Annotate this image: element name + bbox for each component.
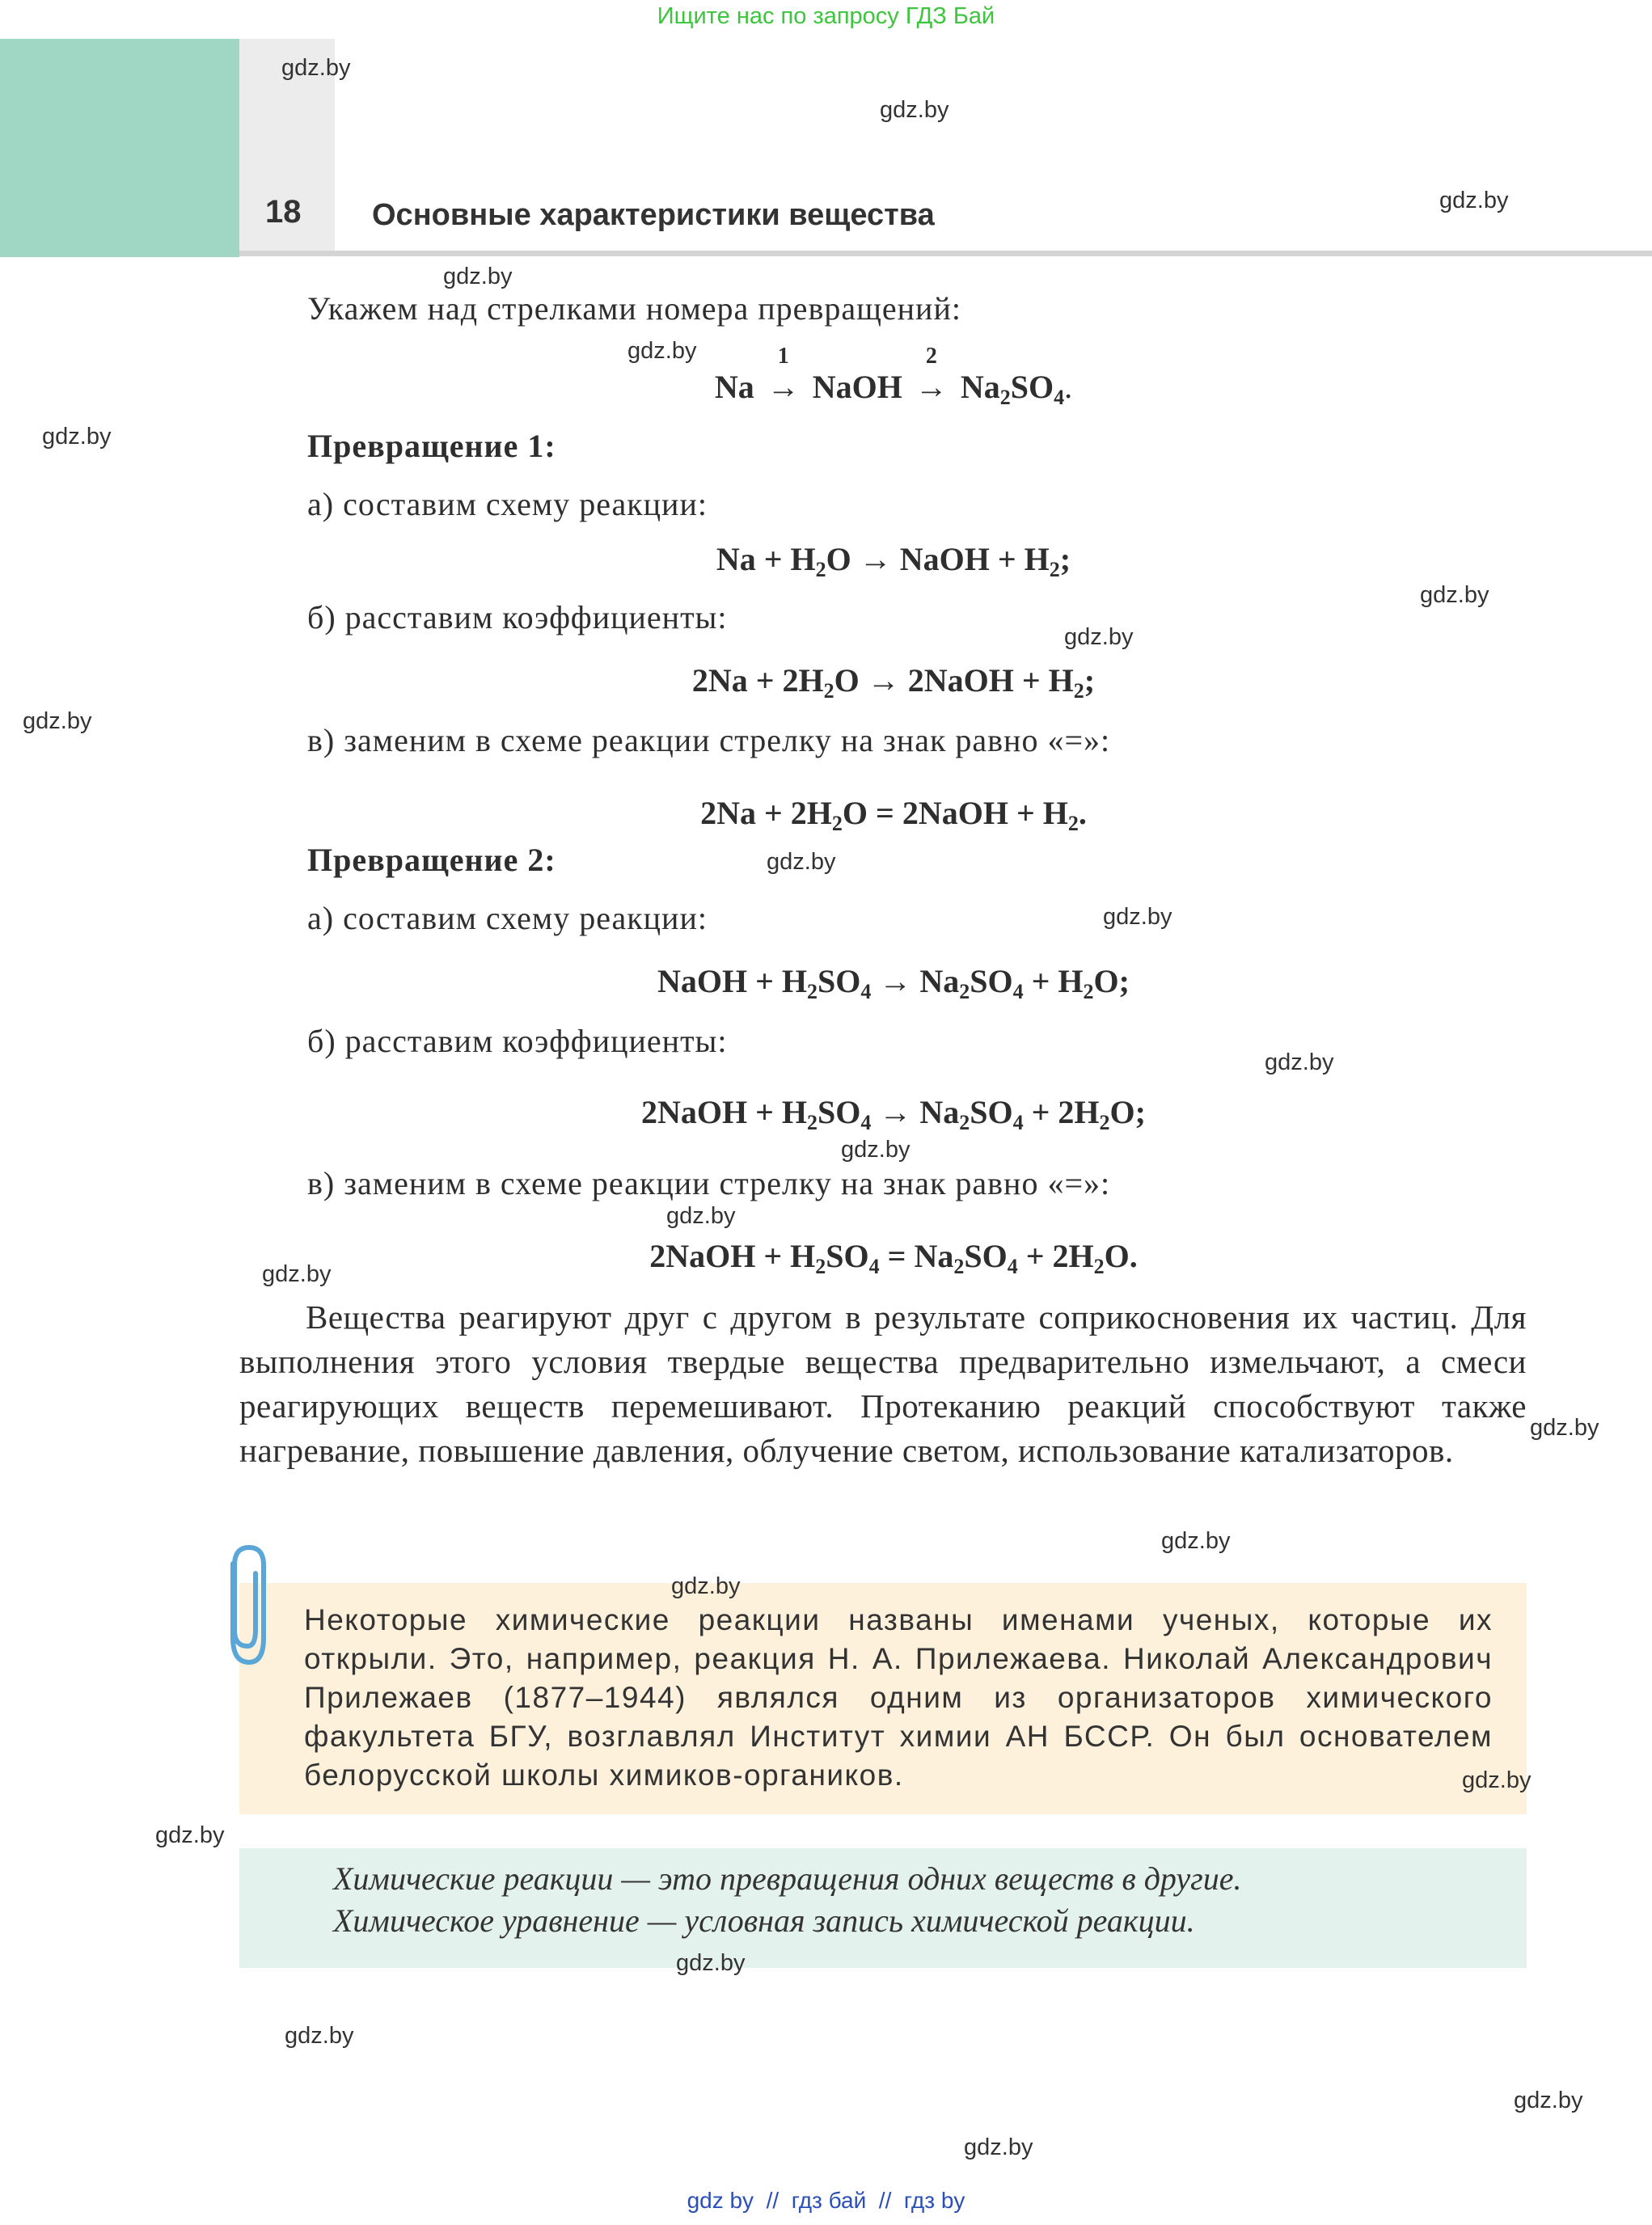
watermark: gdz.by [666, 1203, 736, 1229]
t1-equation-balanced: $2Na + 2H_2O$ → 2NaOH + $H_2$; [691, 662, 1096, 703]
watermark: gdz.by [841, 1137, 911, 1163]
page-number: 18 [265, 194, 302, 230]
t1-step-c: в) заменим в схеме реакции стрелку на знак равно «=»: [307, 722, 1111, 758]
watermark: gdz.by [671, 1573, 741, 1599]
transformation-scheme: Na 1 → NaOH 2 → $Na_2SO_4$. [714, 344, 1073, 409]
note-text: Некоторые химические реакции названы именами ученых, которые их открыли. Это, например, реакция Н. А. Прилежаева. Николай Александрович Прилежаев (1877–1944) являлся одним из организаторов химического факультета БГУ, возглавлял Институт химии АН БССР. Он был основателем белорусской школы химиков-органиков. [304, 1603, 1493, 1792]
transformation-1-heading: Превращение 1: [307, 428, 556, 464]
t1-equation-scheme: $Na + H_2O$ → NaOH + $H_2$; [716, 541, 1071, 581]
watermark: gdz.by [880, 97, 949, 123]
watermark: gdz.by [964, 2134, 1033, 2160]
main-paragraph: Вещества реагируют друг с другом в результате соприкосновения их частиц. Для выполнения этого условия твердые вещества предварительно измельчают, а смеси реагирующих веществ перемешивают. Протеканию реакций способствуют также нагревание, повышение давления, облучение светом, использование катализаторов. [239, 1298, 1527, 1469]
t2-step-c: в) заменим в схеме реакции стрелку на знак равно «=»: [307, 1165, 1111, 1201]
watermark: gdz.by [1103, 904, 1172, 930]
footer-links: gdz by // гдз бай // гдз by [687, 2188, 965, 2213]
top-banner: Ищите нас по запросу ГДЗ Бай [657, 3, 995, 29]
t2-equation-scheme: NaOH + $H_2SO_4 \to Na_2SO_4 + H_2O$; [657, 963, 1130, 1003]
watermark: gdz.by [1265, 1049, 1334, 1075]
watermark: gdz.by [767, 849, 836, 875]
t1-equation-final: $2Na + 2H_2O$ = 2NaOH + $H_2$. [700, 795, 1087, 835]
watermark: gdz.by [1462, 1767, 1532, 1793]
watermark: gdz.by [1161, 1528, 1231, 1554]
watermark: gdz.by [676, 1950, 746, 1976]
watermark: gdz.by [262, 1261, 332, 1287]
definition-2: Химическое уравнение — условная запись химической реакции. [333, 1902, 1195, 1939]
watermark: gdz.by [23, 708, 92, 734]
t2-step-b: б) расставим коэффициенты: [307, 1023, 728, 1059]
paperclip-icon [217, 1541, 270, 1670]
arrow-1: 1 → [767, 344, 800, 405]
watermark: gdz.by [281, 55, 351, 81]
watermark: gdz.by [627, 338, 697, 364]
watermark: gdz.by [155, 1822, 225, 1848]
transformation-2-heading: Превращение 2: [307, 842, 556, 878]
definition-text [333, 1858, 1514, 1942]
arrow-2: 2 → [915, 344, 948, 405]
watermark: gdz.by [1420, 582, 1489, 608]
t1-step-a: а) составим схему реакции: [307, 486, 708, 522]
watermark: gdz.by [1439, 188, 1509, 213]
intro-text: Укажем над стрелками номера превращений: [307, 290, 961, 327]
watermark: gdz.by [1064, 624, 1134, 650]
watermark: gdz.by [1514, 2088, 1583, 2113]
watermark: gdz.by [285, 2023, 354, 2049]
t2-equation-final: 2NaOH + $H_2SO_4 = Na_2SO_4 + 2H_2O$. [649, 1238, 1138, 1278]
definition-1: Химические реакции — это превращения одних веществ в другие. [333, 1860, 1242, 1897]
page-title: Основные характеристики вещества [372, 198, 935, 232]
page-tab-accent [0, 39, 239, 257]
watermark: gdz.by [443, 264, 513, 289]
t1-step-b: б) расставим коэффициенты: [307, 599, 728, 635]
header-rule [239, 251, 1652, 256]
t2-step-a: а) составим схему реакции: [307, 900, 708, 936]
t2-equation-balanced: 2NaOH + $H_2SO_4 \to Na_2SO_4 + 2H_2O$; [641, 1094, 1146, 1134]
watermark: gdz.by [1530, 1415, 1599, 1441]
watermark: gdz.by [42, 424, 112, 450]
